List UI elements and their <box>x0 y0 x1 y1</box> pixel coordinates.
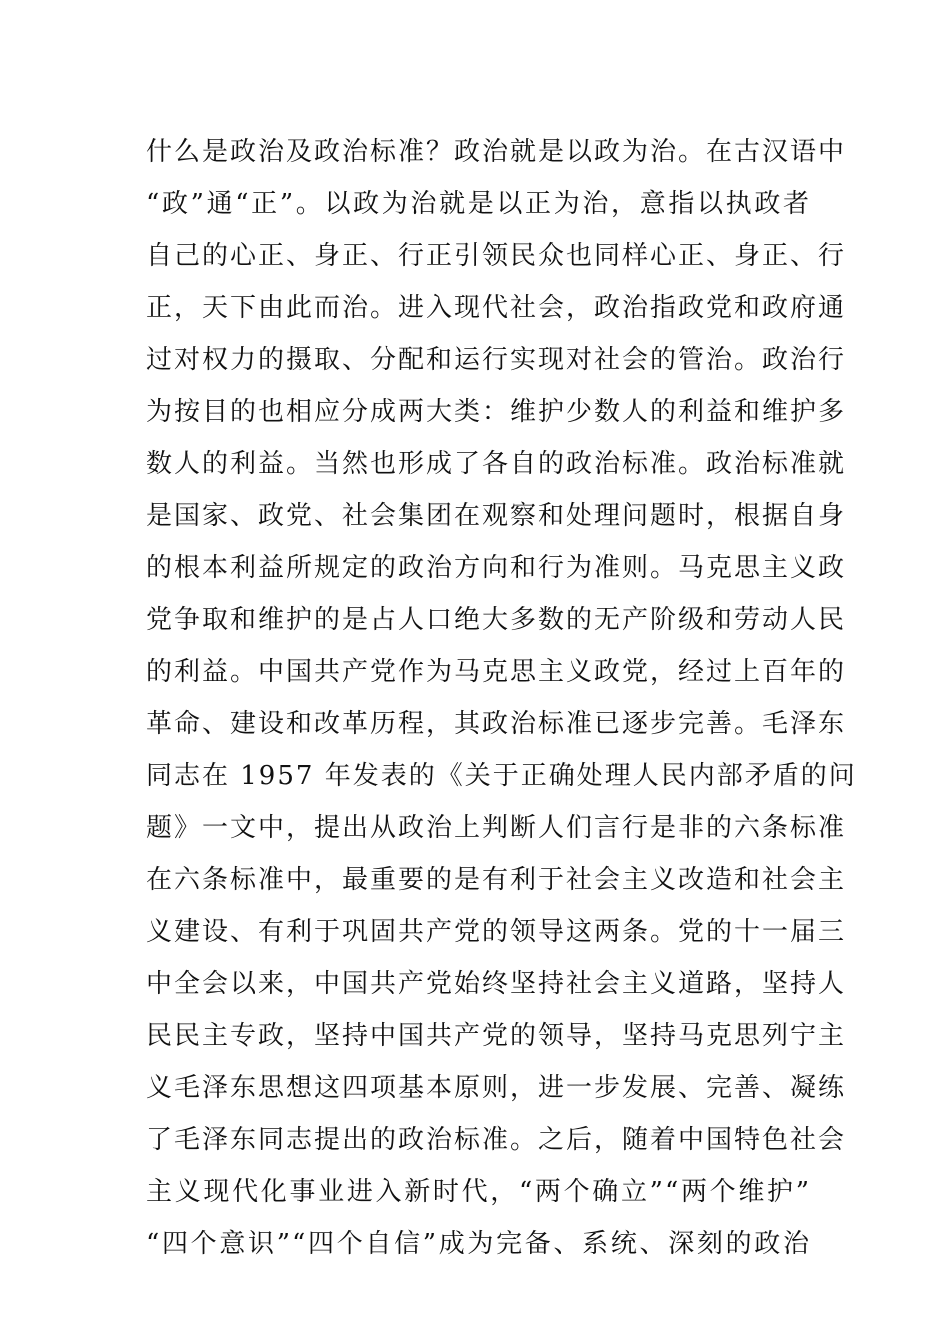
text-line: “政”通“正”。以政为治就是以正为治，意指以执政者 <box>146 189 811 219</box>
text-line: 主义现代化事业进入新时代，“两个确立”“两个维护” <box>146 1177 811 1207</box>
text-line: 民民主专政，坚持中国共产党的领导，坚持马克思列宁主 <box>146 1021 847 1051</box>
text-line: 正，天下由此而治。进入现代社会，政治指政党和政府通 <box>146 293 847 323</box>
text-line: 中全会以来，中国共产党始终坚持社会主义道路，坚持人 <box>146 969 847 999</box>
text-line: 党争取和维护的是占人口绝大多数的无产阶级和劳动人民 <box>146 605 847 635</box>
text-line: 义毛泽东思想这四项基本原则，进一步发展、完善、凝练 <box>146 1073 847 1103</box>
text-line: 革命、建设和改革历程，其政治标准已逐步完善。毛泽东 <box>146 709 847 739</box>
text-line: 题》一文中，提出从政治上判断人们言行是非的六条标准 <box>146 813 847 843</box>
text-line: 了毛泽东同志提出的政治标准。之后，随着中国特色社会 <box>146 1125 847 1155</box>
text-line: 在六条标准中，最重要的是有利于社会主义改造和社会主 <box>146 865 847 895</box>
text-line: 的利益。中国共产党作为马克思主义政党，经过上百年的 <box>146 657 847 687</box>
text-line: 为按目的也相应分成两大类：维护少数人的利益和维护多 <box>146 397 847 427</box>
text-line: 是国家、政党、社会集团在观察和处理问题时，根据自身 <box>146 501 847 531</box>
text-line: “四个意识”“四个自信”成为完备、系统、深刻的政治 <box>146 1229 811 1259</box>
text-line: 同志在 1957 年发表的《关于正确处理人民内部矛盾的问 <box>146 761 857 791</box>
text-line: 过对权力的摄取、分配和运行实现对社会的管治。政治行 <box>146 345 847 375</box>
text-line: 数人的利益。当然也形成了各自的政治标准。政治标准就 <box>146 449 847 479</box>
text-line: 自己的心正、身正、行正引领民众也同样心正、身正、行 <box>146 241 847 271</box>
text-line: 什么是政治及政治标准？政治就是以政为治。在古汉语中 <box>146 137 847 167</box>
text-line: 义建设、有利于巩固共产党的领导这两条。党的十一届三 <box>146 917 847 947</box>
body-paragraph <box>146 126 857 1270</box>
text-line: 的根本利益所规定的政治方向和行为准则。马克思主义政 <box>146 553 847 583</box>
